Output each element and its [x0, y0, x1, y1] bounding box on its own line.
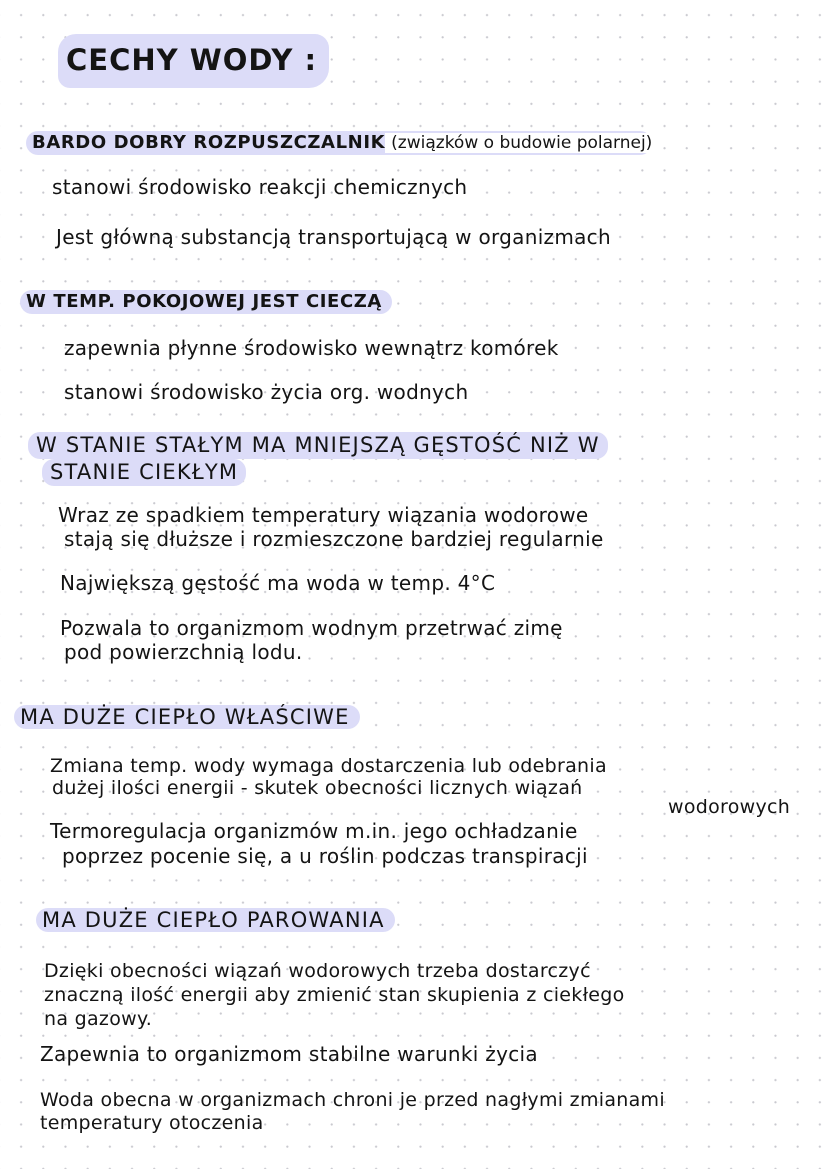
section-heading-density [28, 432, 608, 486]
heading-line: W STANIE STAŁYM MA MNIEJSZĄ GĘSTOŚĆ NIŻ W [28, 432, 608, 459]
note-line: stanowi środowisko życia org. wodnych [64, 380, 469, 404]
note-line: Jest główną substancją transportującą w organizmach [56, 225, 611, 249]
note-line: Największą gęstość ma woda w temp. 4°C [60, 571, 496, 595]
heading-line: STANIE CIEKŁYM [42, 459, 246, 486]
note-line: dużej ilości energii - skutek obecności licznych wiązań [52, 777, 583, 799]
note-line: Zapewnia to organizmom stabilne warunki życia [40, 1042, 538, 1066]
note-line: Wraz ze spadkiem temperatury wiązania wodorowe [58, 503, 589, 527]
section-heading-solvent [26, 131, 652, 155]
note-line: na gazowy. [44, 1008, 153, 1030]
heading-note: (związków o budowie polarnej) [385, 133, 652, 153]
note-line: poprzez pocenie się, a u roślin podczas transpiracji [62, 844, 588, 868]
section-heading-specific-heat: MA DUŻE CIEPŁO WŁAŚCIWE [14, 705, 360, 729]
note-line: stanowi środowisko reakcji chemicznych [52, 175, 468, 199]
note-line: Woda obecna w organizmach chroni je przed nagłymi zmianami [40, 1089, 665, 1111]
heading-text: BARDO DOBRY ROZPUSZCZALNIK [32, 132, 386, 153]
note-line: Dzięki obecności wiązań wodorowych trzeba dostarczyć [44, 960, 591, 982]
note-line: stają się dłuższe i rozmieszczone bardziej regularnie [64, 527, 604, 551]
note-line: Pozwala to organizmom wodnym przetrwać zimę [60, 616, 563, 640]
note-line: Zmiana temp. wody wymaga dostarczenia lub odebrania [50, 755, 607, 777]
page-title: CECHY WODY : [58, 34, 329, 88]
section-heading-liquid: W TEMP. POKOJOWEJ JEST CIECZĄ [20, 290, 392, 314]
note-line: wodorowych [668, 796, 791, 818]
note-line: temperatury otoczenia [40, 1112, 264, 1134]
section-heading-vaporization-heat: MA DUŻE CIEPŁO PAROWANIA [36, 908, 395, 932]
note-line: znaczną ilość energii aby zmienić stan skupienia z ciekłego [44, 984, 625, 1006]
note-line: Termoregulacja organizmów m.in. jego ochładzanie [50, 819, 578, 843]
note-line: pod powierzchnią lodu. [64, 640, 303, 664]
note-line: zapewnia płynne środowisko wewnątrz komórek [64, 336, 559, 360]
